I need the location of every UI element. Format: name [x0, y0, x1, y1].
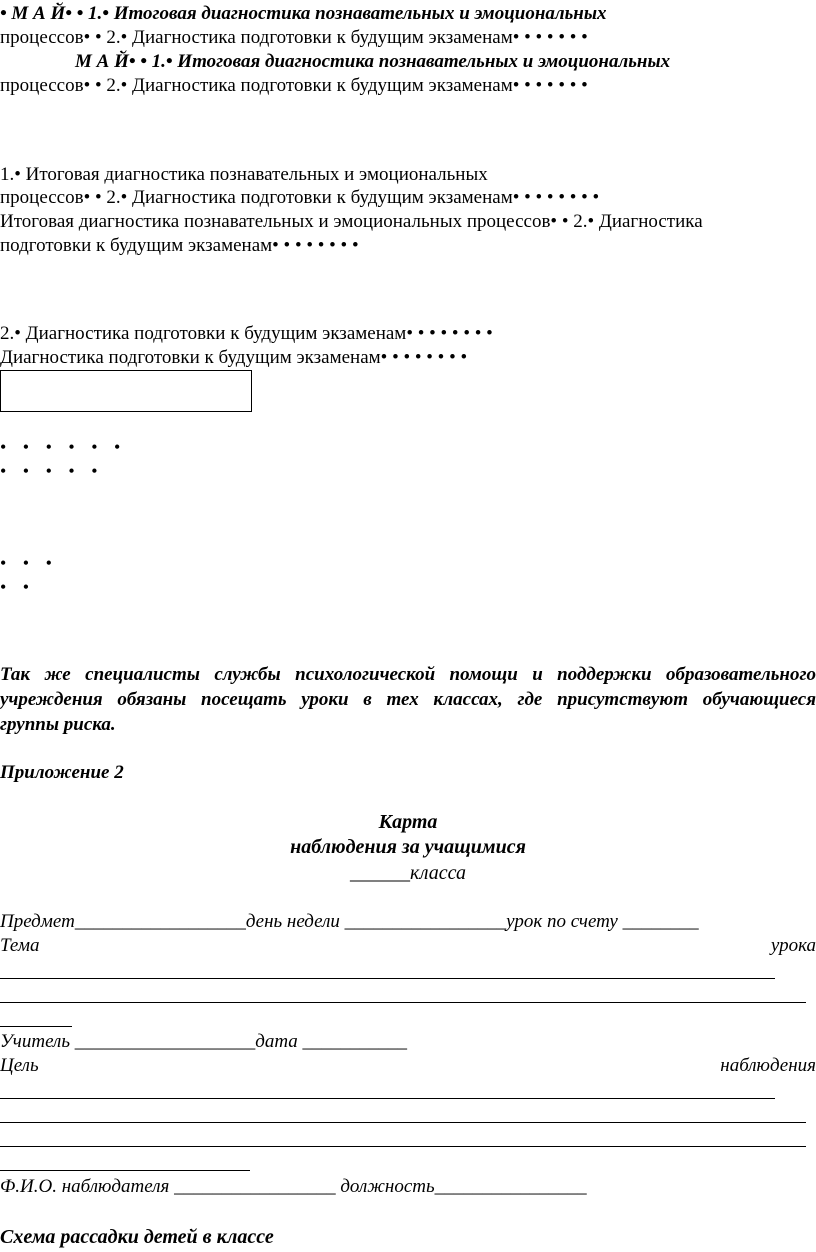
topic-rule-3 — [0, 1026, 72, 1027]
card-subtitle: наблюдения за учащимися — [290, 836, 526, 858]
header-line-2: процессов• • 2.• Диагностика подготовки к будущим экзаменам• • • • • • • — [0, 27, 588, 48]
diag-line-3: Итоговая диагностика познавательных и эмоциональных процессов• • 2.• Диагностика — [0, 211, 703, 232]
appendix-label: Приложение 2 — [0, 762, 124, 783]
diag-line-2: процессов• • 2.• Диагностика подготовки к будущим экзаменам• • • • • • • • — [0, 187, 600, 208]
goal-rule-3 — [0, 1146, 806, 1147]
diag-line-1: 1.• Итоговая диагностика познавательных и эмоциональных — [0, 164, 488, 185]
goal-rule-4 — [0, 1170, 250, 1171]
subject-line: Предмет__________________день недели _________________урок по счету ________ — [0, 911, 699, 932]
dot-row-2: • • • • • — [0, 461, 104, 481]
diag-line-4: подготовки к будущим экзаменам• • • • • • • • — [0, 235, 359, 256]
header-line-4: процессов• • 2.• Диагностика подготовки к будущим экзаменам• • • • • • • — [0, 75, 588, 96]
goal-rule-2 — [0, 1122, 806, 1123]
dot-row-3: • • • — [0, 553, 58, 573]
goal-label: Цель — [0, 1055, 39, 1076]
teacher-line: Учитель ___________________дата ___________ — [0, 1031, 408, 1052]
exam-line-2: Диагностика подготовки к будущим экзаменам• • • • • • • • — [0, 347, 468, 368]
observer-line: Ф.И.О. наблюдателя _________________ должность________________ — [0, 1176, 587, 1197]
paragraph-line-2: учреждения обязаны посещать уроки в тех классах, где присутствуют обучающиеся — [0, 689, 816, 710]
paragraph-line-1: Так же специалисты службы психологической помощи и поддержки образовательного — [0, 664, 816, 685]
topic-rule-2 — [0, 1002, 806, 1003]
empty-box — [0, 370, 252, 412]
card-title: Карта — [378, 811, 438, 833]
lesson-label: урока — [770, 935, 816, 956]
dot-row-4: • • — [0, 577, 36, 597]
header-line-3: М А Й• • 1.• Итоговая диагностика познавательных и эмоциональных — [75, 51, 671, 72]
seating-title: Схема рассадки детей в классе — [0, 1226, 274, 1248]
dot-row-1: • • • • • • — [0, 437, 127, 457]
topic-rule-1 — [0, 978, 775, 979]
header-line-1: • М А Й• • 1.• Итоговая диагностика познавательных и эмоциональных — [0, 3, 607, 24]
exam-line-1: 2.• Диагностика подготовки к будущим экзаменам• • • • • • • • — [0, 323, 493, 344]
topic-label: Тема — [0, 935, 40, 956]
card-class-line: ______класса — [350, 862, 466, 884]
goal-rule-1 — [0, 1098, 775, 1099]
paragraph-line-3: группы риска. — [0, 714, 116, 735]
observation-label: наблюдения — [720, 1055, 816, 1076]
